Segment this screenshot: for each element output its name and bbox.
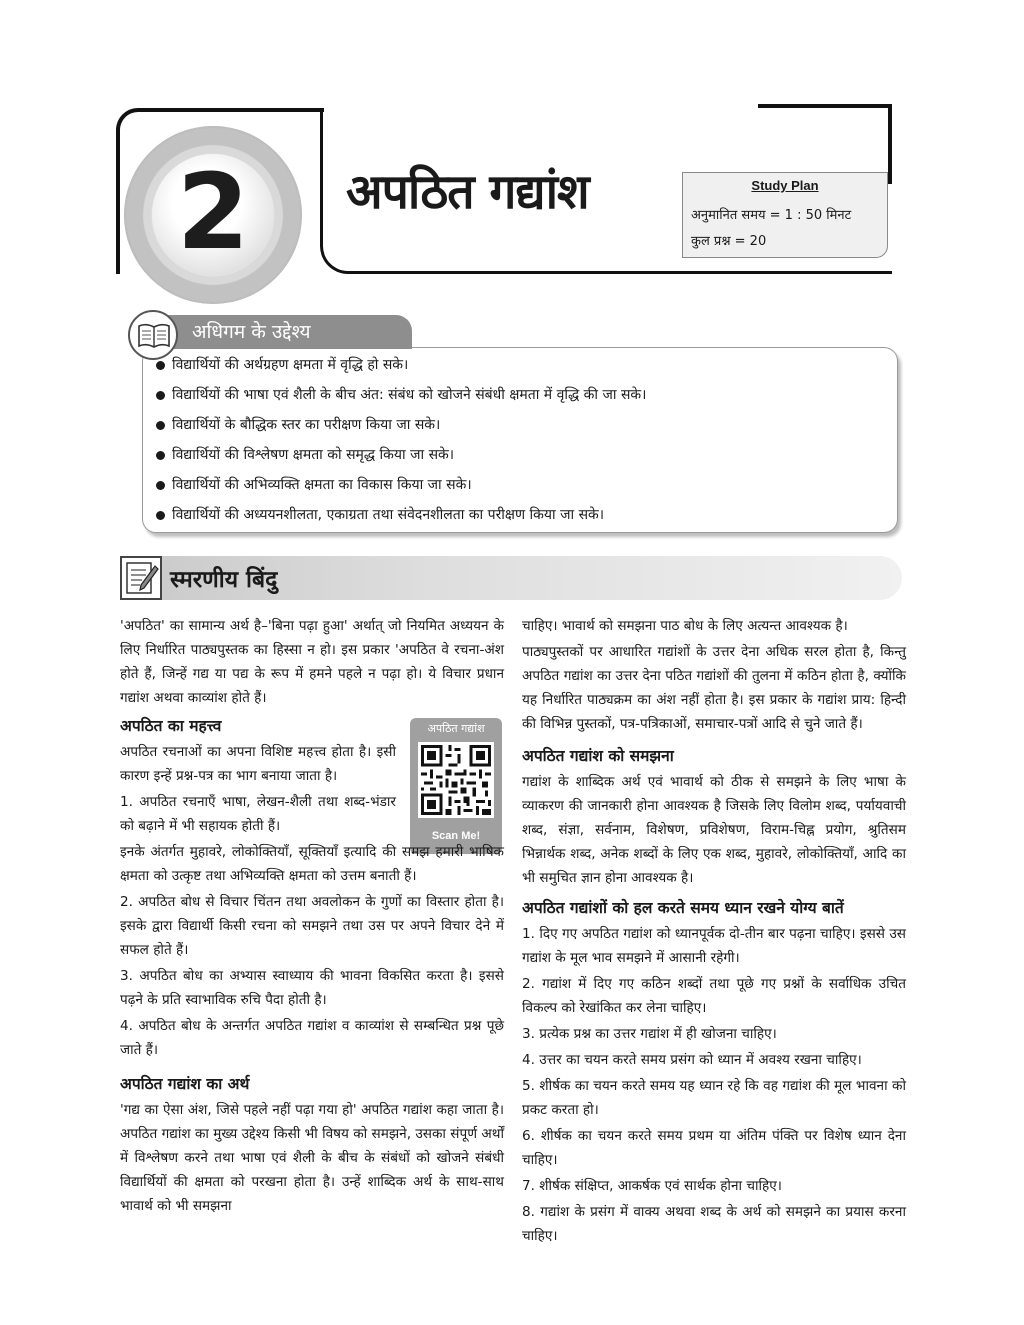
tip-item: 8. गद्यांश के प्रसंग में वाक्य अथवा शब्द के अर्थ को समझने का प्रयास करना चाहिए। — [522, 1204, 906, 1244]
tips-heading: अपठित गद्यांशों को हल करते समय ध्यान रखने योग्य बातें — [522, 899, 844, 917]
objectives-list — [156, 354, 886, 534]
section-title: स्मरणीय बिंदु — [170, 567, 278, 593]
study-plan-title: Study Plan — [751, 178, 819, 193]
tip-item: 5. शीर्षक का चयन करते समय यह ध्यान रहे कि वह गद्यांश की मूल भावना को प्रकट करता हो। — [522, 1078, 906, 1118]
tip-item: 2. गद्यांश में दिए गए कठिन शब्दों तथा पूछे गए प्रश्नों के सर्वाधिक उचित विकल्प को रेखांकित कर लेना चाहिए। — [522, 976, 906, 1016]
importance-point-1: 1. अपठित रचनाएँ भाषा, लेखन-शैली तथा शब्द-भंडार को बढ़ाने में भी सहायक होती हैं। — [120, 794, 396, 834]
meaning-heading: अपठित गद्यांश का अर्थ — [120, 1075, 250, 1093]
understand-paragraph: गद्यांश के शाब्दिक अर्थ एवं भावार्थ को ठीक से समझने के लिए भाषा के व्याकरण की जानकारी होना आवश्यक है जिसके लिए विलोम शब्द, पर्यायवाची शब्द, संज्ञा, सर्वनाम, विशेषण, प्रविशेषण, विराम-चिह्न प्रयोग, श्रुतिसम भिन्नार्थक शब्द, अनेक शब्दों के लिए एक शब्द, मुहावरे, लोकोक्तियाँ, आदि का भी समुचित ज्ञान होना आवश्यक है। — [522, 774, 906, 886]
objective-item: विद्यार्थियों की अभिव्यक्ति क्षमता का विकास किया जा सके। — [156, 474, 886, 504]
tip-item: 4. उत्तर का चयन करते समय प्रसंग को ध्यान में अवश्य रखना चाहिए। — [522, 1052, 862, 1068]
tip-item: 3. प्रत्येक प्रश्न का उत्तर गद्यांश में ही खोजना चाहिए। — [522, 1026, 777, 1042]
objectives-heading: अधिगम के उद्देश्य — [192, 321, 311, 343]
chapter-title: अपठित गद्यांश — [346, 164, 589, 220]
meaning-paragraph: 'गद्य का ऐसा अंश, जिसे पहले नहीं पढ़ा गया हो' अपठित गद्यांश कहा जाता है। अपठित गद्यांश का मुख्य उद्देश्य किसी भी विषय को समझने, उसका संपूर्ण अर्थों में विश्लेषण करने तथा भाषा एवं शैली के बीच के संबंधों को खोजने संबंधी विद्यार्थियों की क्षमता को परखना होता है। उन्हें शाब्दिक अर्थ के साथ-साथ भावार्थ को भी समझना — [120, 1102, 504, 1214]
study-plan-box — [682, 172, 888, 258]
right-column — [522, 614, 906, 1250]
qr-scan-label: Scan Me! — [431, 830, 481, 842]
book-icon — [128, 310, 178, 360]
importance-point-1-cont: इनके अंतर्गत मुहावरे, लोकोक्तियाँ, सूक्तियाँ इत्यादि की समझ हमारी भाषिक क्षमता को उत्कृष्ट तथा अभिव्यक्ति क्षमता को उत्तम बनाती हैं। — [120, 844, 504, 884]
objective-item: विद्यार्थियों की भाषा एवं शैली के बीच अंत: संबंध को खोजने संबंधी क्षमता में वृद्धि की जा सके। — [156, 384, 886, 414]
chapter-number: 2 — [176, 151, 250, 273]
importance-paragraph: अपठित रचनाओं का अपना विशिष्ट महत्त्व होता है। इसी कारण इन्हें प्रश्न-पत्र का भाग बनाया जाता है। — [120, 744, 396, 784]
objective-item: विद्यार्थियों की विश्लेषण क्षमता को समृद्ध किया जा सके। — [156, 444, 886, 474]
objective-item: विद्यार्थियों की अध्ययनशीलता, एकाग्रता तथा संवेदनशीलता का परीक्षण किया जा सके। — [156, 504, 886, 534]
importance-point-2: 2. अपठित बोध से विचार चिंतन तथा अवलोकन के गुणों का विस्तार होता है। इसके द्वारा विद्यार्थी किसी रचना को समझने तथा उस पर अपने विचार देने में सफल होते हैं। — [120, 894, 504, 958]
chapter-number-badge — [124, 126, 302, 304]
tip-item: 1. दिए गए अपठित गद्यांश को ध्यानपूर्वक दो-तीन बार पढ़ना चाहिए। इससे उस गद्यांश के मूल भाव समझने में आसानी रहेगी। — [522, 926, 906, 966]
study-plan-questions: कुल प्रश्न = 20 — [691, 234, 767, 249]
notes-pen-icon — [120, 556, 162, 600]
left-column — [120, 614, 504, 1220]
qr-label: अपठित गद्यांश — [427, 722, 485, 735]
objective-item: विद्यार्थियों के बौद्धिक स्तर का परीक्षण किया जा सके। — [156, 414, 886, 444]
importance-point-4: 4. अपठित बोध के अन्तर्गत अपठित गद्यांश व काव्यांश से सम्बन्धित प्रश्न पूछे जाते हैं। — [120, 1018, 504, 1058]
importance-heading: अपठित का महत्त्व — [120, 717, 222, 735]
objective-item: विद्यार्थियों की अर्थग्रहण क्षमता में वृद्धि हो सके। — [156, 354, 886, 384]
understand-heading: अपठित गद्यांश को समझना — [522, 747, 674, 765]
tip-item: 7. शीर्षक संक्षिप्त, आकर्षक एवं सार्थक होना चाहिए। — [522, 1178, 782, 1194]
intro-paragraph: 'अपठित' का सामान्य अर्थ है–'बिना पढ़ा हुआ' अर्थात् जो नियमित अध्ययन के लिए निर्धारित पाठ्यपुस्तक का हिस्सा न हो। इस प्रकार 'अपठित वे रचना-अंश होते हैं, जिन्हें गद्य या पद्य के रूप में हमने पहले न पढ़ा हो। ये विचार प्रधान गद्यांश अथवा काव्यांश होते हैं। — [120, 618, 504, 706]
tip-item: 6. शीर्षक का चयन करते समय प्रथम या अंतिम पंक्ति पर विशेष ध्यान देना चाहिए। — [522, 1128, 906, 1168]
meaning-paragraph-cont: चाहिए। भावार्थ को समझना पाठ बोध के लिए अत्यन्त आवश्यक है। — [522, 618, 848, 634]
study-plan-time: अनुमानित समय = 1 : 50 मिनट — [691, 208, 852, 223]
textbook-paragraph: पाठ्यपुस्तकों पर आधारित गद्यांशों के उत्तर देना अधिक सरल होता है, किन्तु अपठित गद्यांश का उत्तर देना पठित गद्यांशों की तुलना में कठिन होता है, क्योंकि यह निर्धारित पाठ्यक्रम का अंश नहीं होता है। इस प्रकार के गद्यांश प्राय: हिन्दी की विभिन्न पुस्तकों, पत्र-पत्रिकाओं, समाचार-पत्रों आदि से चुने जाते हैं। — [522, 644, 906, 732]
importance-point-3: 3. अपठित बोध का अभ्यास स्वाध्याय की भावना विकसित करता है। इससे पढ़ने के प्रति स्वाभाविक रुचि पैदा होती है। — [120, 968, 504, 1008]
